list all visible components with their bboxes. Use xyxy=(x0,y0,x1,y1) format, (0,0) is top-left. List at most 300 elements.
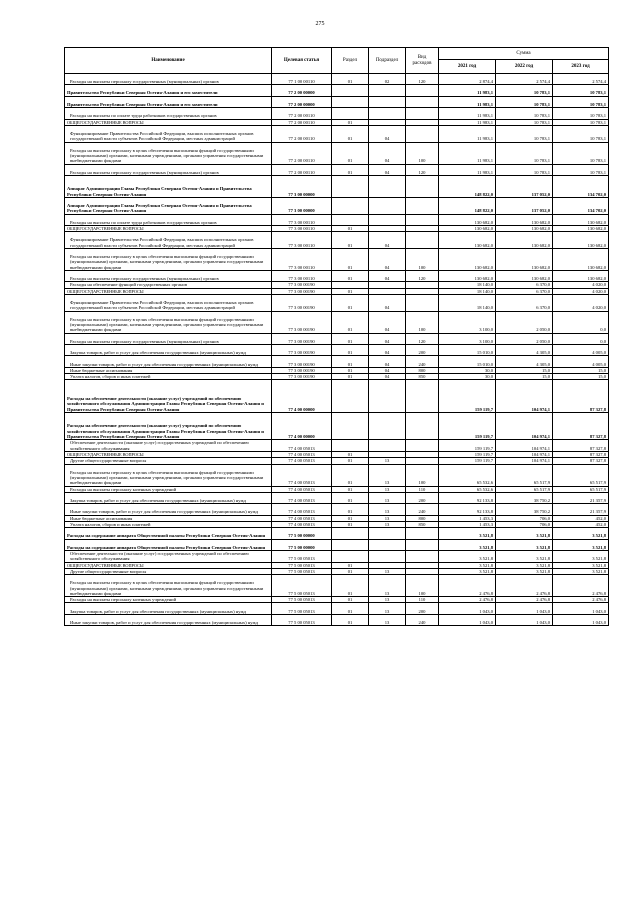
row-amount-2022: 130 682,0 xyxy=(496,249,553,271)
row-amount-2023: 10 783,1 xyxy=(553,108,609,119)
table-row xyxy=(65,96,609,107)
row-amount-2022: 130 682,0 xyxy=(496,214,553,225)
row-target-code: 77 3 00 00110 xyxy=(272,232,332,249)
row-amount-2023: 3 521,8 xyxy=(553,528,609,539)
row-name: Уплата налогов, сборов и иных платежей xyxy=(65,521,272,527)
row-amount-2021: 11 983,1 xyxy=(439,119,496,125)
row-amount-2021: 2 476,8 xyxy=(439,597,496,603)
table-row xyxy=(65,413,609,440)
row-target-code: 77 2 00 00110 xyxy=(272,142,332,164)
row-name: Расходы на выплаты персоналу в целях обеспечения выполнения функций государственными (муниципальными) органами, казенными учреждениями, органами управления государственными внебюджетными фондами xyxy=(65,249,272,271)
row-amount-2023: 4 005,0 xyxy=(553,345,609,356)
row-amount-2022: 2 050,0 xyxy=(496,333,553,344)
table-row xyxy=(65,603,609,614)
row-subsection xyxy=(369,528,406,539)
row-name: Расходы на выплаты персоналу в целях обеспечения выполнения функций государственными (муниципальными) органами, казенными учреждениями, органами управления государственными внебюджетными фондами xyxy=(65,575,272,597)
row-target-code: 77 4 00 05013 xyxy=(272,504,332,515)
row-amount-2023: 3 521,8 xyxy=(553,562,609,568)
row-subsection xyxy=(369,108,406,119)
row-section: 01 xyxy=(332,294,369,311)
row-amount-2021: 11 983,1 xyxy=(439,96,496,107)
row-amount-2023: 87 327,8 xyxy=(553,413,609,440)
row-amount-2022: 65 517,9 xyxy=(496,486,553,492)
row-amount-2021: 3 100,0 xyxy=(439,311,496,333)
row-target-code: 77 3 00 00110 xyxy=(272,214,332,225)
row-section: 01 xyxy=(332,249,369,271)
row-name: Расходы на выплаты персоналу казенных учреждений xyxy=(65,597,272,603)
row-target-code: 77 4 00 05013 xyxy=(272,521,332,527)
row-section: 01 xyxy=(332,504,369,515)
row-amount-2023: 0,0 xyxy=(553,311,609,333)
row-amount-2021: 11 983,1 xyxy=(439,108,496,119)
row-subsection: 04 xyxy=(369,125,406,142)
row-name: Расходы на выплаты персоналу в целях обеспечения выполнения функций государственными (муниципальными) органами, казенными учреждениями, органами управления государственными внебюджетными фондами xyxy=(65,142,272,164)
row-target-code: 77 4 00 05013 xyxy=(272,451,332,457)
row-amount-2022: 10 783,1 xyxy=(496,119,553,125)
row-name: Расходы на выплаты по оплате труда работников государственных органов xyxy=(65,108,272,119)
row-expense-type: 240 xyxy=(406,614,439,625)
row-amount-2023: 10 783,1 xyxy=(553,85,609,96)
row-amount-2022: 130 682,0 xyxy=(496,232,553,249)
row-section: 01 xyxy=(332,374,369,380)
row-expense-type: 120 xyxy=(406,74,439,85)
row-amount-2021: 159 119,7 xyxy=(439,458,496,464)
row-amount-2022: 137 052,0 xyxy=(496,197,553,214)
row-expense-type xyxy=(406,539,439,550)
row-section: 01 xyxy=(332,451,369,457)
row-target-code: 77 4 00 05013 xyxy=(272,515,332,521)
row-amount-2023: 2 574,4 xyxy=(553,74,609,85)
table-row xyxy=(65,85,609,96)
row-section xyxy=(332,528,369,539)
row-amount-2021: 148 822,0 xyxy=(439,197,496,214)
row-expense-type: 120 xyxy=(406,271,439,282)
row-amount-2023: 4 005,0 xyxy=(553,356,609,367)
row-amount-2021: 3 521,8 xyxy=(439,528,496,539)
row-amount-2023: 1 043,0 xyxy=(553,614,609,625)
table-row xyxy=(65,504,609,515)
row-name: Закупка товаров, работ и услуг для обеспечения государственных (муниципальных) нужд xyxy=(65,345,272,356)
row-amount-2021: 159 119,7 xyxy=(439,380,496,413)
table-row xyxy=(65,464,609,486)
row-expense-type: 110 xyxy=(406,597,439,603)
row-section: 01 xyxy=(332,562,369,568)
row-target-code: 77 5 00 05013 xyxy=(272,568,332,574)
row-amount-2022: 65 517,9 xyxy=(496,464,553,486)
row-name: Закупка товаров, работ и услуг для обеспечения государственных (муниципальных) нужд xyxy=(65,603,272,614)
row-subsection: 02 xyxy=(369,74,406,85)
row-amount-2021: 1 043,0 xyxy=(439,603,496,614)
row-amount-2021: 2 874,4 xyxy=(439,74,496,85)
row-expense-type xyxy=(406,550,439,562)
row-amount-2023: 130 682,0 xyxy=(553,226,609,232)
row-expense-type xyxy=(406,440,439,452)
row-name: ОБЩЕГОСУДАРСТВЕННЫЕ ВОПРОСЫ xyxy=(65,562,272,568)
row-expense-type xyxy=(406,380,439,413)
row-amount-2021: 30,0 xyxy=(439,367,496,373)
row-target-code: 77 5 00 00000 xyxy=(272,528,332,539)
row-name: Расходы на обеспечение деятельности (оказание услуг) учреждений по обеспечению хозяйственного обслуживания Администрации Главы Республики Северная Осетия-Алания и Правительства Республики Северная Осетия-Алания xyxy=(65,380,272,413)
row-amount-2021: 11 983,1 xyxy=(439,85,496,96)
row-amount-2022: 104 974,1 xyxy=(496,458,553,464)
row-amount-2022: 130 682,0 xyxy=(496,271,553,282)
table-row xyxy=(65,539,609,550)
row-amount-2021: 18 140,0 xyxy=(439,288,496,294)
row-name: Обеспечение деятельности (оказание услуг) государственных учреждений по обеспечению хозяйственного обслуживания xyxy=(65,550,272,562)
row-target-code: 77 5 00 05013 xyxy=(272,562,332,568)
row-expense-type: 100 xyxy=(406,464,439,486)
row-section: 01 xyxy=(332,367,369,373)
row-expense-type: 200 xyxy=(406,603,439,614)
row-subsection xyxy=(369,550,406,562)
row-name: ОБЩЕГОСУДАРСТВЕННЫЕ ВОПРОСЫ xyxy=(65,226,272,232)
table-row xyxy=(65,164,609,175)
row-section: 01 xyxy=(332,521,369,527)
table-row xyxy=(65,550,609,562)
row-amount-2022: 3 521,8 xyxy=(496,568,553,574)
row-target-code: 77 3 00 00190 xyxy=(272,345,332,356)
row-target-code: 77 3 00 00190 xyxy=(272,356,332,367)
row-amount-2023: 130 682,0 xyxy=(553,232,609,249)
row-expense-type xyxy=(406,96,439,107)
row-amount-2021: 130 682,0 xyxy=(439,226,496,232)
row-target-code: 77 4 00 05013 xyxy=(272,458,332,464)
row-amount-2021: 130 682,0 xyxy=(439,271,496,282)
row-subsection: 13 xyxy=(369,504,406,515)
row-amount-2023: 10 783,1 xyxy=(553,142,609,164)
row-amount-2021: 65 532,6 xyxy=(439,464,496,486)
row-section: 01 xyxy=(332,603,369,614)
row-amount-2022: 38 750,2 xyxy=(496,504,553,515)
row-target-code: 77 3 00 00190 xyxy=(272,311,332,333)
row-expense-type: 100 xyxy=(406,311,439,333)
row-target-code: 77 3 00 00190 xyxy=(272,333,332,344)
row-subsection: 04 xyxy=(369,249,406,271)
row-subsection: 13 xyxy=(369,614,406,625)
row-name: Расходы на выплаты персоналу государственных (муниципальных) органов xyxy=(65,74,272,85)
row-subsection: 04 xyxy=(369,356,406,367)
row-expense-type: 800 xyxy=(406,367,439,373)
row-amount-2022: 3 521,8 xyxy=(496,562,553,568)
row-target-code: 77 2 00 00110 xyxy=(272,119,332,125)
row-name: Закупка товаров, работ и услуг для обеспечения государственных (муниципальных) нужд xyxy=(65,492,272,503)
row-target-code: 77 2 00 00000 xyxy=(272,85,332,96)
row-expense-type: 240 xyxy=(406,504,439,515)
row-amount-2023: 87 327,8 xyxy=(553,458,609,464)
row-amount-2023: 3 521,8 xyxy=(553,568,609,574)
row-name: Иные закупки товаров, работ и услуг для обеспечения государственных (муниципальных) нужд xyxy=(65,614,272,625)
row-amount-2021: 3 521,8 xyxy=(439,562,496,568)
row-amount-2021: 15 010,0 xyxy=(439,356,496,367)
row-name: Уплата налогов, сборов и иных платежей xyxy=(65,374,272,380)
row-target-code: 77 2 00 00000 xyxy=(272,96,332,107)
row-section: 01 xyxy=(332,345,369,356)
table-row xyxy=(65,197,609,214)
row-amount-2022: 130 682,0 xyxy=(496,226,553,232)
row-subsection: 04 xyxy=(369,271,406,282)
row-amount-2023: 2 476,8 xyxy=(553,597,609,603)
header-2022: 2022 год xyxy=(496,60,553,74)
header-name: Наименование xyxy=(65,48,272,74)
row-section: 01 xyxy=(332,614,369,625)
row-subsection: 13 xyxy=(369,458,406,464)
row-expense-type xyxy=(406,125,439,142)
row-section: 01 xyxy=(332,464,369,486)
row-amount-2023: 4 020,0 xyxy=(553,288,609,294)
row-target-code: 77 5 00 05013 xyxy=(272,597,332,603)
row-amount-2022: 10 783,1 xyxy=(496,96,553,107)
row-amount-2022: 15,0 xyxy=(496,367,553,373)
row-amount-2023: 130 682,0 xyxy=(553,249,609,271)
row-amount-2022: 1 043,0 xyxy=(496,614,553,625)
row-target-code: 77 4 00 00000 xyxy=(272,413,332,440)
row-amount-2021: 3 100,0 xyxy=(439,333,496,344)
row-subsection: 13 xyxy=(369,521,406,527)
row-amount-2021: 3 521,8 xyxy=(439,539,496,550)
row-subsection: 13 xyxy=(369,568,406,574)
row-amount-2023: 134 702,0 xyxy=(553,197,609,214)
row-amount-2021: 92 133,8 xyxy=(439,504,496,515)
table-row xyxy=(65,214,609,225)
row-subsection: 13 xyxy=(369,515,406,521)
row-expense-type: 100 xyxy=(406,575,439,597)
row-section: 01 xyxy=(332,232,369,249)
row-amount-2023: 130 682,0 xyxy=(553,214,609,225)
row-amount-2022: 104 974,1 xyxy=(496,451,553,457)
row-section: 01 xyxy=(332,311,369,333)
row-amount-2022: 2 476,8 xyxy=(496,575,553,597)
row-amount-2022: 2 050,0 xyxy=(496,311,553,333)
row-section: 01 xyxy=(332,492,369,503)
row-expense-type: 100 xyxy=(406,249,439,271)
row-name: Расходы на выплаты персоналу в целях обеспечения выполнения функций государственными (муниципальными) органами, казенными учреждениями, органами управления государственными внебюджетными фондами xyxy=(65,311,272,333)
row-name: Расходы на обеспечение функций государственных органов xyxy=(65,282,272,288)
row-name: Расходы на содержание аппарата Общественной палаты Республики Северная Осетия-Алания xyxy=(65,539,272,550)
header-sum: Сумма xyxy=(439,48,609,60)
row-amount-2023: 10 783,1 xyxy=(553,96,609,107)
row-target-code: 77 5 00 05013 xyxy=(272,603,332,614)
row-subsection: 04 xyxy=(369,142,406,164)
header-2021: 2021 год xyxy=(439,60,496,74)
row-target-code: 77 4 00 00000 xyxy=(272,380,332,413)
row-amount-2022: 10 783,1 xyxy=(496,164,553,175)
row-amount-2022: 104 974,1 xyxy=(496,380,553,413)
row-expense-type: 200 xyxy=(406,492,439,503)
row-amount-2022: 706,0 xyxy=(496,521,553,527)
row-subsection xyxy=(369,85,406,96)
row-expense-type xyxy=(406,214,439,225)
row-section: 01 xyxy=(332,74,369,85)
row-expense-type: 120 xyxy=(406,333,439,344)
row-subsection: 04 xyxy=(369,333,406,344)
row-amount-2022: 137 052,0 xyxy=(496,175,553,197)
row-subsection: 04 xyxy=(369,367,406,373)
row-section xyxy=(332,85,369,96)
row-section: 01 xyxy=(332,486,369,492)
row-section: 01 xyxy=(332,288,369,294)
row-amount-2022: 1 043,0 xyxy=(496,603,553,614)
row-amount-2021: 159 119,7 xyxy=(439,451,496,457)
row-name: Другие общегосударственные вопросы xyxy=(65,568,272,574)
row-section: 01 xyxy=(332,226,369,232)
table-row xyxy=(65,356,609,367)
row-amount-2023: 65 517,9 xyxy=(553,486,609,492)
row-expense-type: 850 xyxy=(406,374,439,380)
row-name: Функционирование Правительства Российской Федерации, высших исполнительных органов государственной власти субъектов Российской Федерации, местных администраций xyxy=(65,125,272,142)
table-row xyxy=(65,108,609,119)
row-amount-2021: 15 010,0 xyxy=(439,345,496,356)
row-target-code: 77 3 00 00000 xyxy=(272,197,332,214)
row-name: Иные закупки товаров, работ и услуг для обеспечения государственных (муниципальных) нужд xyxy=(65,504,272,515)
row-amount-2023: 21 357,9 xyxy=(553,504,609,515)
row-target-code: 77 3 00 00000 xyxy=(272,175,332,197)
table-header xyxy=(65,48,609,74)
row-expense-type xyxy=(406,175,439,197)
row-subsection: 04 xyxy=(369,374,406,380)
row-amount-2023: 4 020,0 xyxy=(553,282,609,288)
header-section: Раздел xyxy=(332,48,369,74)
row-amount-2021: 92 133,8 xyxy=(439,492,496,503)
row-subsection xyxy=(369,413,406,440)
row-subsection xyxy=(369,197,406,214)
row-subsection xyxy=(369,539,406,550)
row-section xyxy=(332,96,369,107)
row-amount-2022: 3 521,8 xyxy=(496,528,553,539)
row-target-code: 77 4 00 05013 xyxy=(272,492,332,503)
row-subsection: 13 xyxy=(369,603,406,614)
row-section xyxy=(332,413,369,440)
row-name: Расходы на выплаты по оплате труда работников государственных органов xyxy=(65,214,272,225)
table-row xyxy=(65,492,609,503)
row-section: 01 xyxy=(332,164,369,175)
row-expense-type: 200 xyxy=(406,345,439,356)
row-section: 01 xyxy=(332,125,369,142)
row-name: Правительство Республики Северная Осетия-Алания и его заместители xyxy=(65,96,272,107)
row-expense-type xyxy=(406,528,439,539)
row-amount-2022: 10 783,1 xyxy=(496,85,553,96)
row-amount-2023: 3 521,8 xyxy=(553,550,609,562)
page-number: 275 xyxy=(315,21,325,27)
row-name: Обеспечение деятельности (оказание услуг) государственных учреждений по обеспечению хозяйственного обслуживания xyxy=(65,440,272,452)
row-expense-type: 100 xyxy=(406,142,439,164)
table-row xyxy=(65,74,609,85)
row-amount-2021: 18 140,0 xyxy=(439,294,496,311)
row-subsection: 13 xyxy=(369,575,406,597)
row-amount-2023: 130 682,0 xyxy=(553,271,609,282)
row-amount-2021: 3 521,8 xyxy=(439,568,496,574)
row-name: Аппарат Администрации Главы Республики Северная Осетия-Алания и Правительства Республики Северная Осетия-Алания xyxy=(65,175,272,197)
table-row xyxy=(65,575,609,597)
row-name: Расходы на обеспечение деятельности (оказание услуг) учреждений по обеспечению хозяйственного обслуживания Администрации Главы Республики Северная Осетия-Алания и Правительства Республики Северная Осетия-Алания xyxy=(65,413,272,440)
table-row xyxy=(65,345,609,356)
row-expense-type xyxy=(406,232,439,249)
row-expense-type xyxy=(406,413,439,440)
row-amount-2023: 452,0 xyxy=(553,515,609,521)
row-expense-type: 120 xyxy=(406,164,439,175)
row-target-code: 77 3 00 00190 xyxy=(272,288,332,294)
row-amount-2022: 104 974,1 xyxy=(496,413,553,440)
row-amount-2023: 2 476,8 xyxy=(553,575,609,597)
row-target-code: 77 5 00 05013 xyxy=(272,575,332,597)
row-section xyxy=(332,380,369,413)
row-expense-type: 800 xyxy=(406,515,439,521)
table-row xyxy=(65,311,609,333)
row-section: 01 xyxy=(332,333,369,344)
row-amount-2022: 3 521,8 xyxy=(496,550,553,562)
row-amount-2022: 38 750,2 xyxy=(496,492,553,503)
row-subsection xyxy=(369,440,406,452)
row-target-code: 77 3 00 00190 xyxy=(272,367,332,373)
row-name: Расходы на выплаты персоналу в целях обеспечения выполнения функций государственными (муниципальными) органами, казенными учреждениями, органами управления государственными внебюджетными фондами xyxy=(65,464,272,486)
row-amount-2023: 4 020,0 xyxy=(553,294,609,311)
row-section: 01 xyxy=(332,271,369,282)
table-row xyxy=(65,380,609,413)
row-target-code: 77 3 00 00190 xyxy=(272,282,332,288)
row-amount-2023: 87 327,8 xyxy=(553,451,609,457)
row-amount-2023: 10 783,1 xyxy=(553,125,609,142)
row-subsection: 13 xyxy=(369,492,406,503)
row-amount-2021: 130 682,0 xyxy=(439,232,496,249)
row-amount-2022: 6 370,0 xyxy=(496,294,553,311)
row-section xyxy=(332,550,369,562)
row-name: Аппарат Администрации Главы Республики Северная Осетия-Алания и Правительства Республики Северная Осетия-Алания xyxy=(65,197,272,214)
row-amount-2022: 706,0 xyxy=(496,515,553,521)
table-body xyxy=(65,74,609,626)
row-section: 01 xyxy=(332,575,369,597)
row-section: 01 xyxy=(332,515,369,521)
row-target-code: 77 3 00 00110 xyxy=(272,249,332,271)
row-name: Расходы на содержание аппарата Общественной палаты Республики Северная Осетия-Алания xyxy=(65,528,272,539)
header-target: Целевая статья xyxy=(272,48,332,74)
row-amount-2023: 3 521,8 xyxy=(553,539,609,550)
row-amount-2022: 6 370,0 xyxy=(496,288,553,294)
row-name: Функционирование Правительства Российской Федерации, высших исполнительных органов государственной власти субъектов Российской Федерации, местных администраций xyxy=(65,294,272,311)
row-amount-2021: 11 983,1 xyxy=(439,125,496,142)
row-amount-2021: 3 521,8 xyxy=(439,550,496,562)
header-expense-type: Вид расходов xyxy=(406,48,439,74)
row-target-code: 77 4 00 05013 xyxy=(272,440,332,452)
row-section xyxy=(332,197,369,214)
row-amount-2021: 130 682,0 xyxy=(439,249,496,271)
row-target-code: 77 2 00 00110 xyxy=(272,125,332,142)
row-amount-2022: 10 783,1 xyxy=(496,108,553,119)
row-subsection: 13 xyxy=(369,486,406,492)
row-section: 01 xyxy=(332,142,369,164)
row-amount-2022: 15,0 xyxy=(496,374,553,380)
row-target-code: 77 3 00 00190 xyxy=(272,374,332,380)
row-expense-type xyxy=(406,197,439,214)
table-row xyxy=(65,232,609,249)
row-subsection: 04 xyxy=(369,232,406,249)
row-amount-2021: 159 119,7 xyxy=(439,413,496,440)
table-row xyxy=(65,440,609,452)
row-amount-2021: 11 983,1 xyxy=(439,164,496,175)
row-name: Расходы на выплаты персоналу казенных учреждений xyxy=(65,486,272,492)
table-row xyxy=(65,528,609,539)
row-name: ОБЩЕГОСУДАРСТВЕННЫЕ ВОПРОСЫ xyxy=(65,288,272,294)
row-target-code: 77 1 00 00110 xyxy=(272,74,332,85)
header-subsection: Подраздел xyxy=(369,48,406,74)
row-amount-2022: 2 476,8 xyxy=(496,597,553,603)
row-subsection: 04 xyxy=(369,294,406,311)
row-expense-type xyxy=(406,294,439,311)
row-target-code: 77 5 00 05013 xyxy=(272,614,332,625)
row-amount-2021: 1 043,0 xyxy=(439,614,496,625)
row-section xyxy=(332,440,369,452)
row-name: Расходы на выплаты персоналу государственных (муниципальных) органов xyxy=(65,271,272,282)
row-amount-2021: 18 140,0 xyxy=(439,282,496,288)
row-amount-2023: 65 517,9 xyxy=(553,464,609,486)
